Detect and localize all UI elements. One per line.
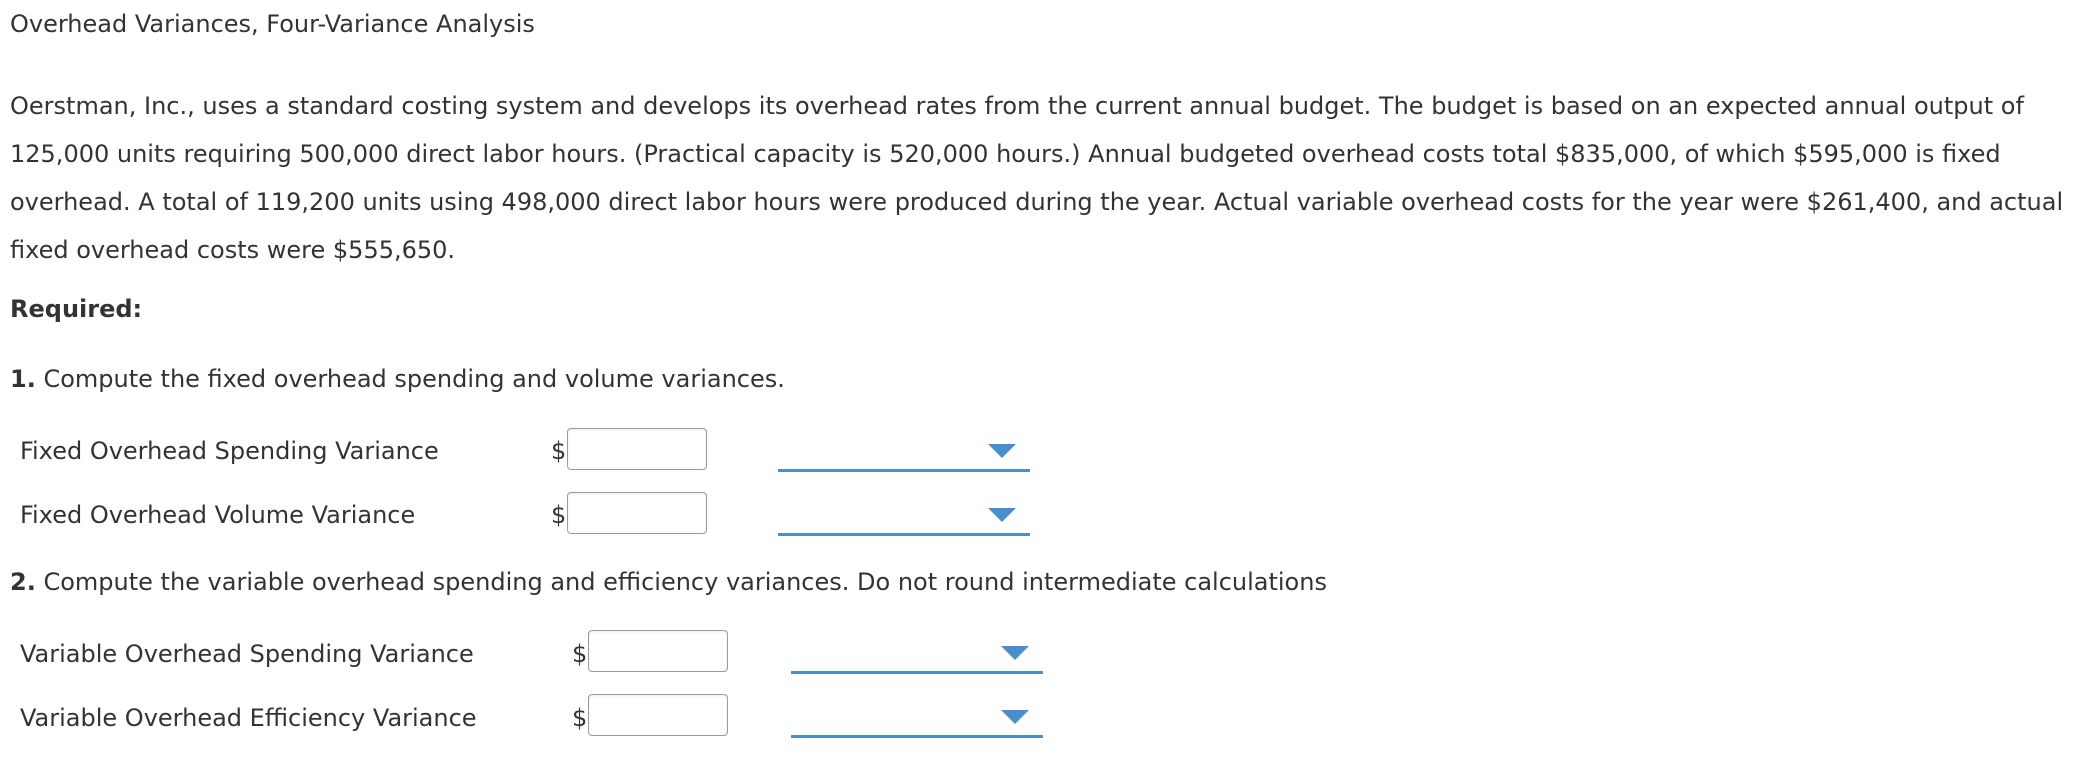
row-label-variable-efficiency: Variable Overhead Efficiency Variance (20, 704, 477, 732)
row-label-variable-spending: Variable Overhead Spending Variance (20, 640, 474, 668)
question-1 (10, 365, 785, 393)
problem-title: Overhead Variances, Four-Variance Analysis (10, 10, 535, 38)
fixed-spending-amount-input[interactable] (567, 428, 707, 470)
question-1-text: Compute the fixed overhead spending and volume variances. (35, 365, 785, 393)
currency-symbol: $ (551, 501, 567, 529)
question-2 (10, 568, 1327, 596)
question-2-text: Compute the variable overhead spending and efficiency variances. Do not round intermediate calculations (35, 568, 1327, 596)
question-2-number: 2. (10, 568, 36, 596)
caret-down-icon (988, 508, 1016, 522)
fixed-volume-amount-input[interactable] (567, 492, 707, 534)
variable-spending-favorability-select[interactable] (791, 630, 1043, 674)
row-label-fixed-volume: Fixed Overhead Volume Variance (20, 501, 416, 529)
currency-symbol: $ (551, 437, 567, 465)
caret-down-icon (988, 444, 1016, 458)
caret-down-icon (1001, 646, 1029, 660)
required-heading: Required: (10, 295, 143, 323)
fixed-volume-favorability-select[interactable] (778, 492, 1030, 536)
fixed-spending-favorability-select[interactable] (778, 428, 1030, 472)
currency-symbol: $ (572, 640, 588, 668)
variable-efficiency-amount-input[interactable] (588, 694, 728, 736)
question-1-number: 1. (10, 365, 36, 393)
variable-efficiency-favorability-select[interactable] (791, 694, 1043, 738)
currency-symbol: $ (572, 704, 588, 732)
row-label-fixed-spending: Fixed Overhead Spending Variance (20, 437, 439, 465)
caret-down-icon (1001, 710, 1029, 724)
variable-spending-amount-input[interactable] (588, 630, 728, 672)
problem-description: Oerstman, Inc., uses a standard costing system and develops its overhead rates from the current annual budget. The budget is based on an expected annual output of 125,000 units requiring 500,000 direct labor hours. (Practical capacity is 520,000 hours.) Annual budgeted overhead costs total $835,000, of which $595,000 is fixed overhead. A total of 119,200 units using 498,000 direct labor hours were produced during the year. Actual variable overhead costs for the year were $261,400, and actual fixed overhead costs were $555,650. (10, 92, 2064, 264)
